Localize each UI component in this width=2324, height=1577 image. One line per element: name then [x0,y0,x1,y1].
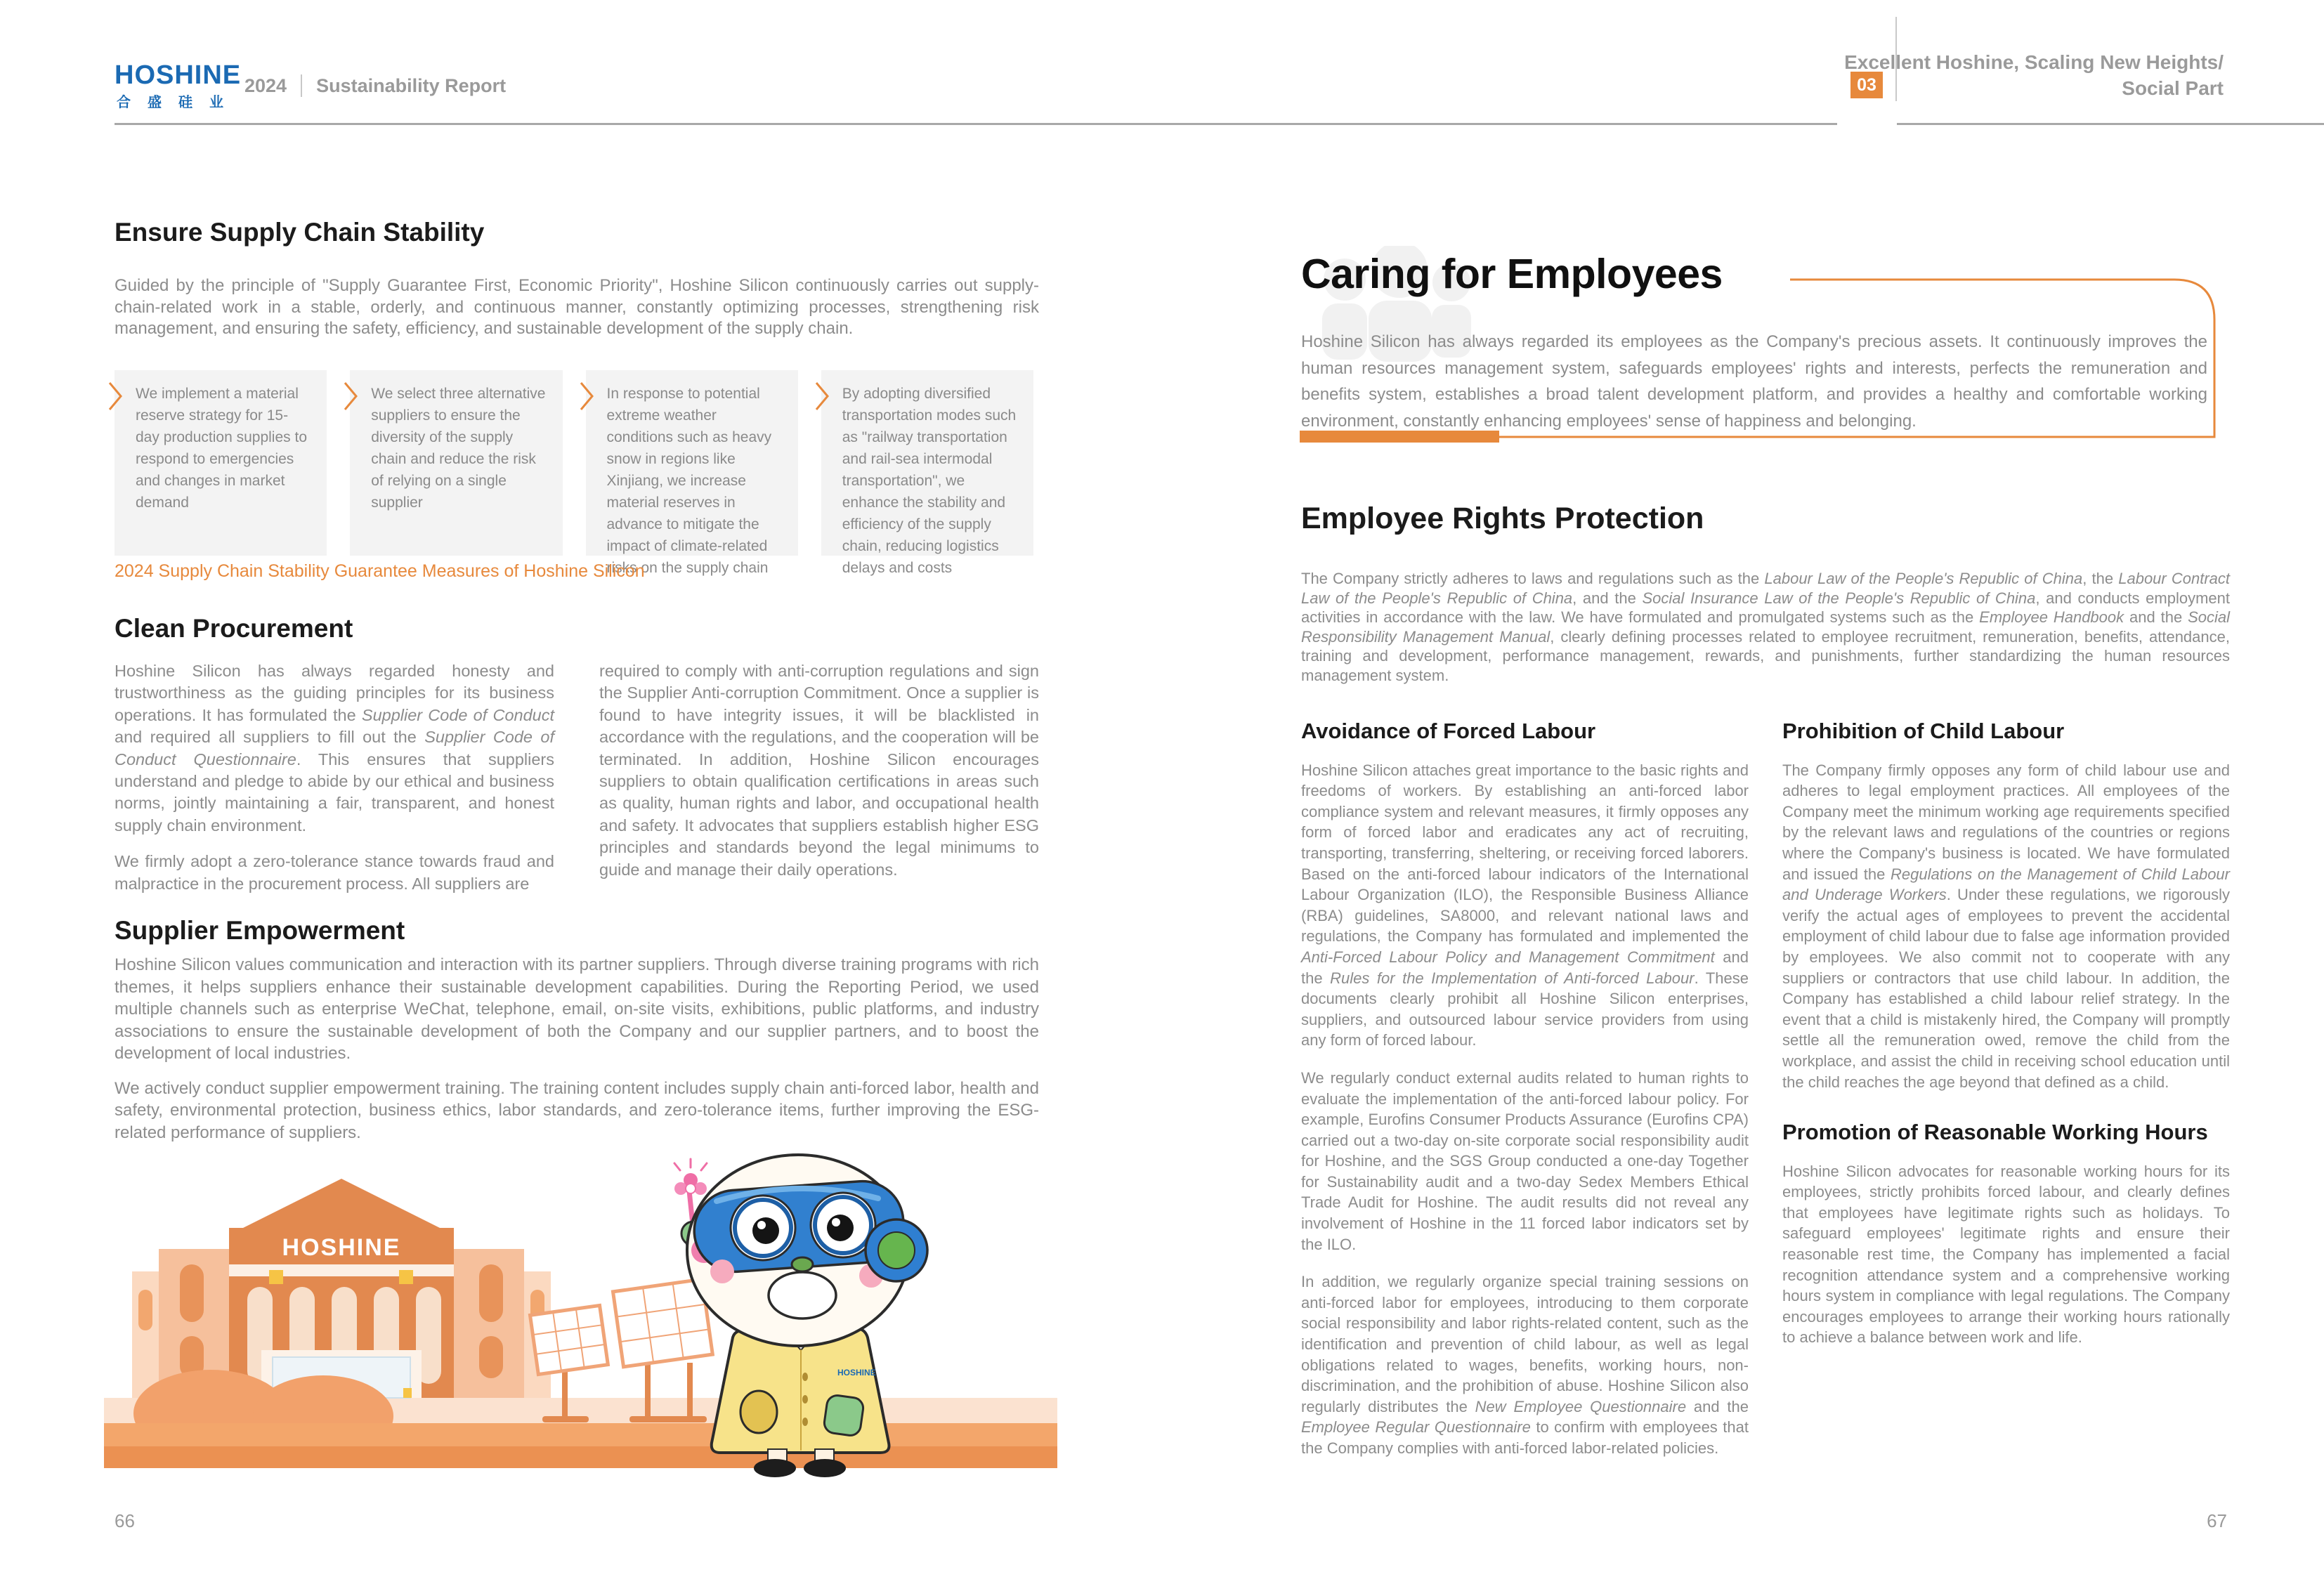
measure-box [821,370,1033,576]
child-labour-column [1782,721,2230,1476]
chevron-right-icon [579,381,594,417]
measure-box-text: By adopting diversified transportation modes such as "railway transportation and rail-sea intermodal transportation", we enhance the stability and efficiency of the supply chain, reducing logistics delays and costs [842,386,1017,576]
measure-box-text: In response to potential extreme weather conditions such as heavy snow in regions like Xinjiang, we increase material reserves in advance to mitigate the impact of climate-related risks on the supply chain [606,386,772,576]
chevron-right-icon [107,381,123,417]
page-number-right: 67 [2207,1510,2227,1531]
measure-box [115,370,327,556]
figure-caption: 2024 Supply Chain Stability Guarantee Measures of Hoshine Silicon [115,561,645,581]
paragraph: In addition, we regularly organize special training sessions on anti-forced labor for employees, introducing to them corporate social responsibility and labor rights-related content, such as the identification and prevention of child labour, as well as legal obligations related to wages, benefits, working hours, non-discrimination, and the prohibition of abuse. Hoshine Silicon also regularly distributes the New Employee Questionnaire and the Employee Regular Questionnaire to confirm with employees that the Company complies with anti-forced labor-related policies. [1301,1273,1749,1457]
subsection-title-forced-labour: Avoidance of Forced Labour [1301,719,1596,743]
factory-building-icon [132,1179,551,1398]
right-page-columns [1301,721,2230,1476]
header-divider [301,74,302,97]
paragraph: Hoshine Silicon values communication and interaction with its partner suppliers. Through diverse training programs with rich themes, it helps suppliers enhance their sustainable development capabilities. During the Reporting Period, we used multiple channels such as enterprise WeChat, telephone, email, on-site visits, exhibitions, public platforms, and industry associations to ensure the sustainable development of both the Company and our supplier partners, and to boost the development of local industries. [115,955,1039,1063]
supplier-empowerment-body [115,954,1039,1156]
chapter-title-line2: Social Part [2122,77,2224,99]
chapter-title-line1: Excellent Hoshine, Scaling New Heights/ [1844,51,2224,73]
report-title: Sustainability Report [316,74,507,96]
measure-box-text: We implement a material reserve strategy for 15-day production supplies to respond to emergencies and changes in market demand [136,386,307,511]
paragraph: Hoshine Silicon advocates for reasonable working hours for its employees, strictly prohibits forced labour, and clearly defines that employees have legitimate rights such as holidays. To safeguard employees' legitimate rights and ensure their reasonable rest time, the Company has implemented a facial recognition attendance system and a comprehensive working hours system in compliance with legal regulations. The Company encourages employees to arrange their working hours rationally to achieve a balance between work and life. [1782,1162,2230,1347]
paragraph: We firmly adopt a zero-tolerance stance towards fraud and malpractice in the procurement process. All suppliers are [115,852,554,893]
page-number-left: 66 [115,1510,135,1531]
employee-rights-paragraph: The Company strictly adheres to laws and regulations such as the Labour Law of the People's Republic of China, the Labour Contract Law of the People's Republic of China, and the Social Insurance Law of the People's Republic of China, and conducts employment activities in accordance with the law. We have formulated and promulgated systems such as the Employee Handbook and the Social Responsibility Management Manual, clearly defining processes related to employee recruitment, remuneration, benefits, attendance, training and development, performance management, rewards, and punishments, further standardizing the human resources management system. [1301,570,2231,684]
clean-procurement-columns [115,660,1039,895]
subsection-title-child-labour: Prohibition of Child Labour [1782,719,2065,743]
chevron-right-icon [343,381,358,417]
clean-procurement-col2 [599,660,1039,895]
building-sign: HOSHINE [282,1234,401,1261]
page-title-caring-for-employees: Caring for Employees [1301,251,1723,297]
header-rule-left [115,123,1837,125]
supply-chain-paragraph: Guided by the principle of "Supply Guarantee First, Economic Priority", Hoshine Silicon continuously carries out supply-chain-related work in a stable, orderly, and continuous manner, constantly optimizing processes, strengthening risk management, and ensuring the safety, efficiency, and sustainable development of the supply chain. [115,276,1039,338]
paragraph: required to comply with anti-corruption regulations and sign the Supplier Anti-corruption Commitment. Once a supplier is found to have integrity issues, it will be blacklisted in accordance with the regulations, and the cooperation will be terminated. In addition, Hoshine Silicon encourages suppliers to obtain qualification certifications in areas such as quality, human rights and labor, and occupational health and safety. It advocates that suppliers establish higher ESG principles and standards beyond the legal minimums to guide and manage their daily operations. [599,662,1039,879]
measure-box [586,370,798,576]
hoshine-logo [115,62,241,111]
coat-label: HOSHINE [837,1368,876,1378]
section-title-supplier-empowerment: Supplier Empowerment [115,916,405,945]
section-title-employee-rights: Employee Rights Protection [1301,502,1704,535]
measure-box [350,370,562,556]
factory-mascot-illustration [98,1165,1061,1495]
chapter-title [1546,49,2224,101]
section-title-supply-chain: Ensure Supply Chain Stability [115,218,485,247]
chapter-number-badge: 03 [1850,72,1883,98]
caring-intro-paragraph: Hoshine Silicon has always regarded its employees as the Company's precious assets. It continuously improves the human resources management system, safeguards employees' rights and interests, perfects the remuneration and benefits system, establishes a broad talent development platform, and provides a healthy and comfortable working environment, constantly enhancing employees' sense of happiness and belonging. [1301,332,2207,431]
paragraph: We regularly conduct external audits related to human rights to evaluate the implementation of the anti-forced labour policy. For example, Eurofins Consumer Products Assurance (Eurofins CPA) carried out a two-day on-site corporate social responsibility audit for Hoshine, and the SGS Group conducted a one-day Together for Sustainability audit and a two-day Sedex Members Ethical Trade Audit for Hoshine. The audit results did not reveal any involvement of Hoshine in the 11 forced labor indicators set by the ILO. [1301,1068,1749,1253]
subsection-title-working-hours: Promotion of Reasonable Working Hours [1782,1120,2208,1145]
section-title-clean-procurement: Clean Procurement [115,614,353,643]
report-header [244,74,506,97]
chevron-right-icon [814,381,830,417]
clean-procurement-col1 [115,660,554,895]
paragraph: Hoshine Silicon has always regarded honesty and trustworthiness as the guiding principles for its business operations. It has formulated the Supplier Code of Conduct and required all suppliers to fill out the Supplier Code of Conduct Questionnaire. This ensures that suppliers understand and pledge to abide by our ethical and business norms, jointly maintaining a fair, transparent, and honest supply chain environment. [115,662,555,835]
paragraph: Hoshine Silicon attaches great importance to the basic rights and freedoms of workers. By establishing an anti-forced labor compliance system and relevant measures, it firmly opposes any form of forced labor and eradicates any act of recruiting, transporting, transferring, sheltering, or receiving forced laborers. Based on the anti-forced labour indicators of the International Labour Organization (ILO), the Responsible Business Alliance (RBA) guidelines, SA8000, and relevant national laws and regulations, the Company has formulated and implemented the Anti-Forced Labour Policy and Management Commitment and the Rules for the Implementation of Anti-forced Labour. These documents clearly prohibit all Hoshine Silicon enterprises, suppliers, and outsourced labour service providers from using any form of forced labour. [1301,761,1749,1049]
forced-labour-column [1301,721,1749,1476]
logo-chinese: 合盛硅业 [117,95,240,110]
paragraph: The Company firmly opposes any form of child labour use and adheres to legal employment practices. All employees of the Company meet the minimum working age requirements specified by the relevant laws and regulations of the countries or regions where the Company's business is located. We have formulated and issued the Regulations on the Management of Child Labour and Underage Workers. Under these regulations, we rigorously verify the actual ages of employees to prevent the accidental employment of child labour due to false age information provided by employees. We also commit not to cooperate with any suppliers or contractors that use child labour. In addition, the Company has established a child labour relief strategy. In the event that a child is mistakenly hired, the Company will promptly settle all the remuneration owed, remove the child from the workplace, and assist the child in receiving school education until the child reaches the age beyond that defined as a child. [1782,761,2230,1091]
header-rule-right [1897,123,2324,125]
measure-box-text: We select three alternative suppliers to ensure the diversity of the supply chain and reduce the risk of relying on a single supplier [371,386,546,511]
paragraph: We actively conduct supplier empowerment training. The training content includes supply chain anti-forced labor, health and safety, environmental protection, business ethics, labor standards, and zero-tolerance items, further improving the ESG-related performance of suppliers. [115,1078,1039,1142]
report-year: 2024 [244,74,287,96]
logo-wordmark: HOSHINE [115,60,242,90]
